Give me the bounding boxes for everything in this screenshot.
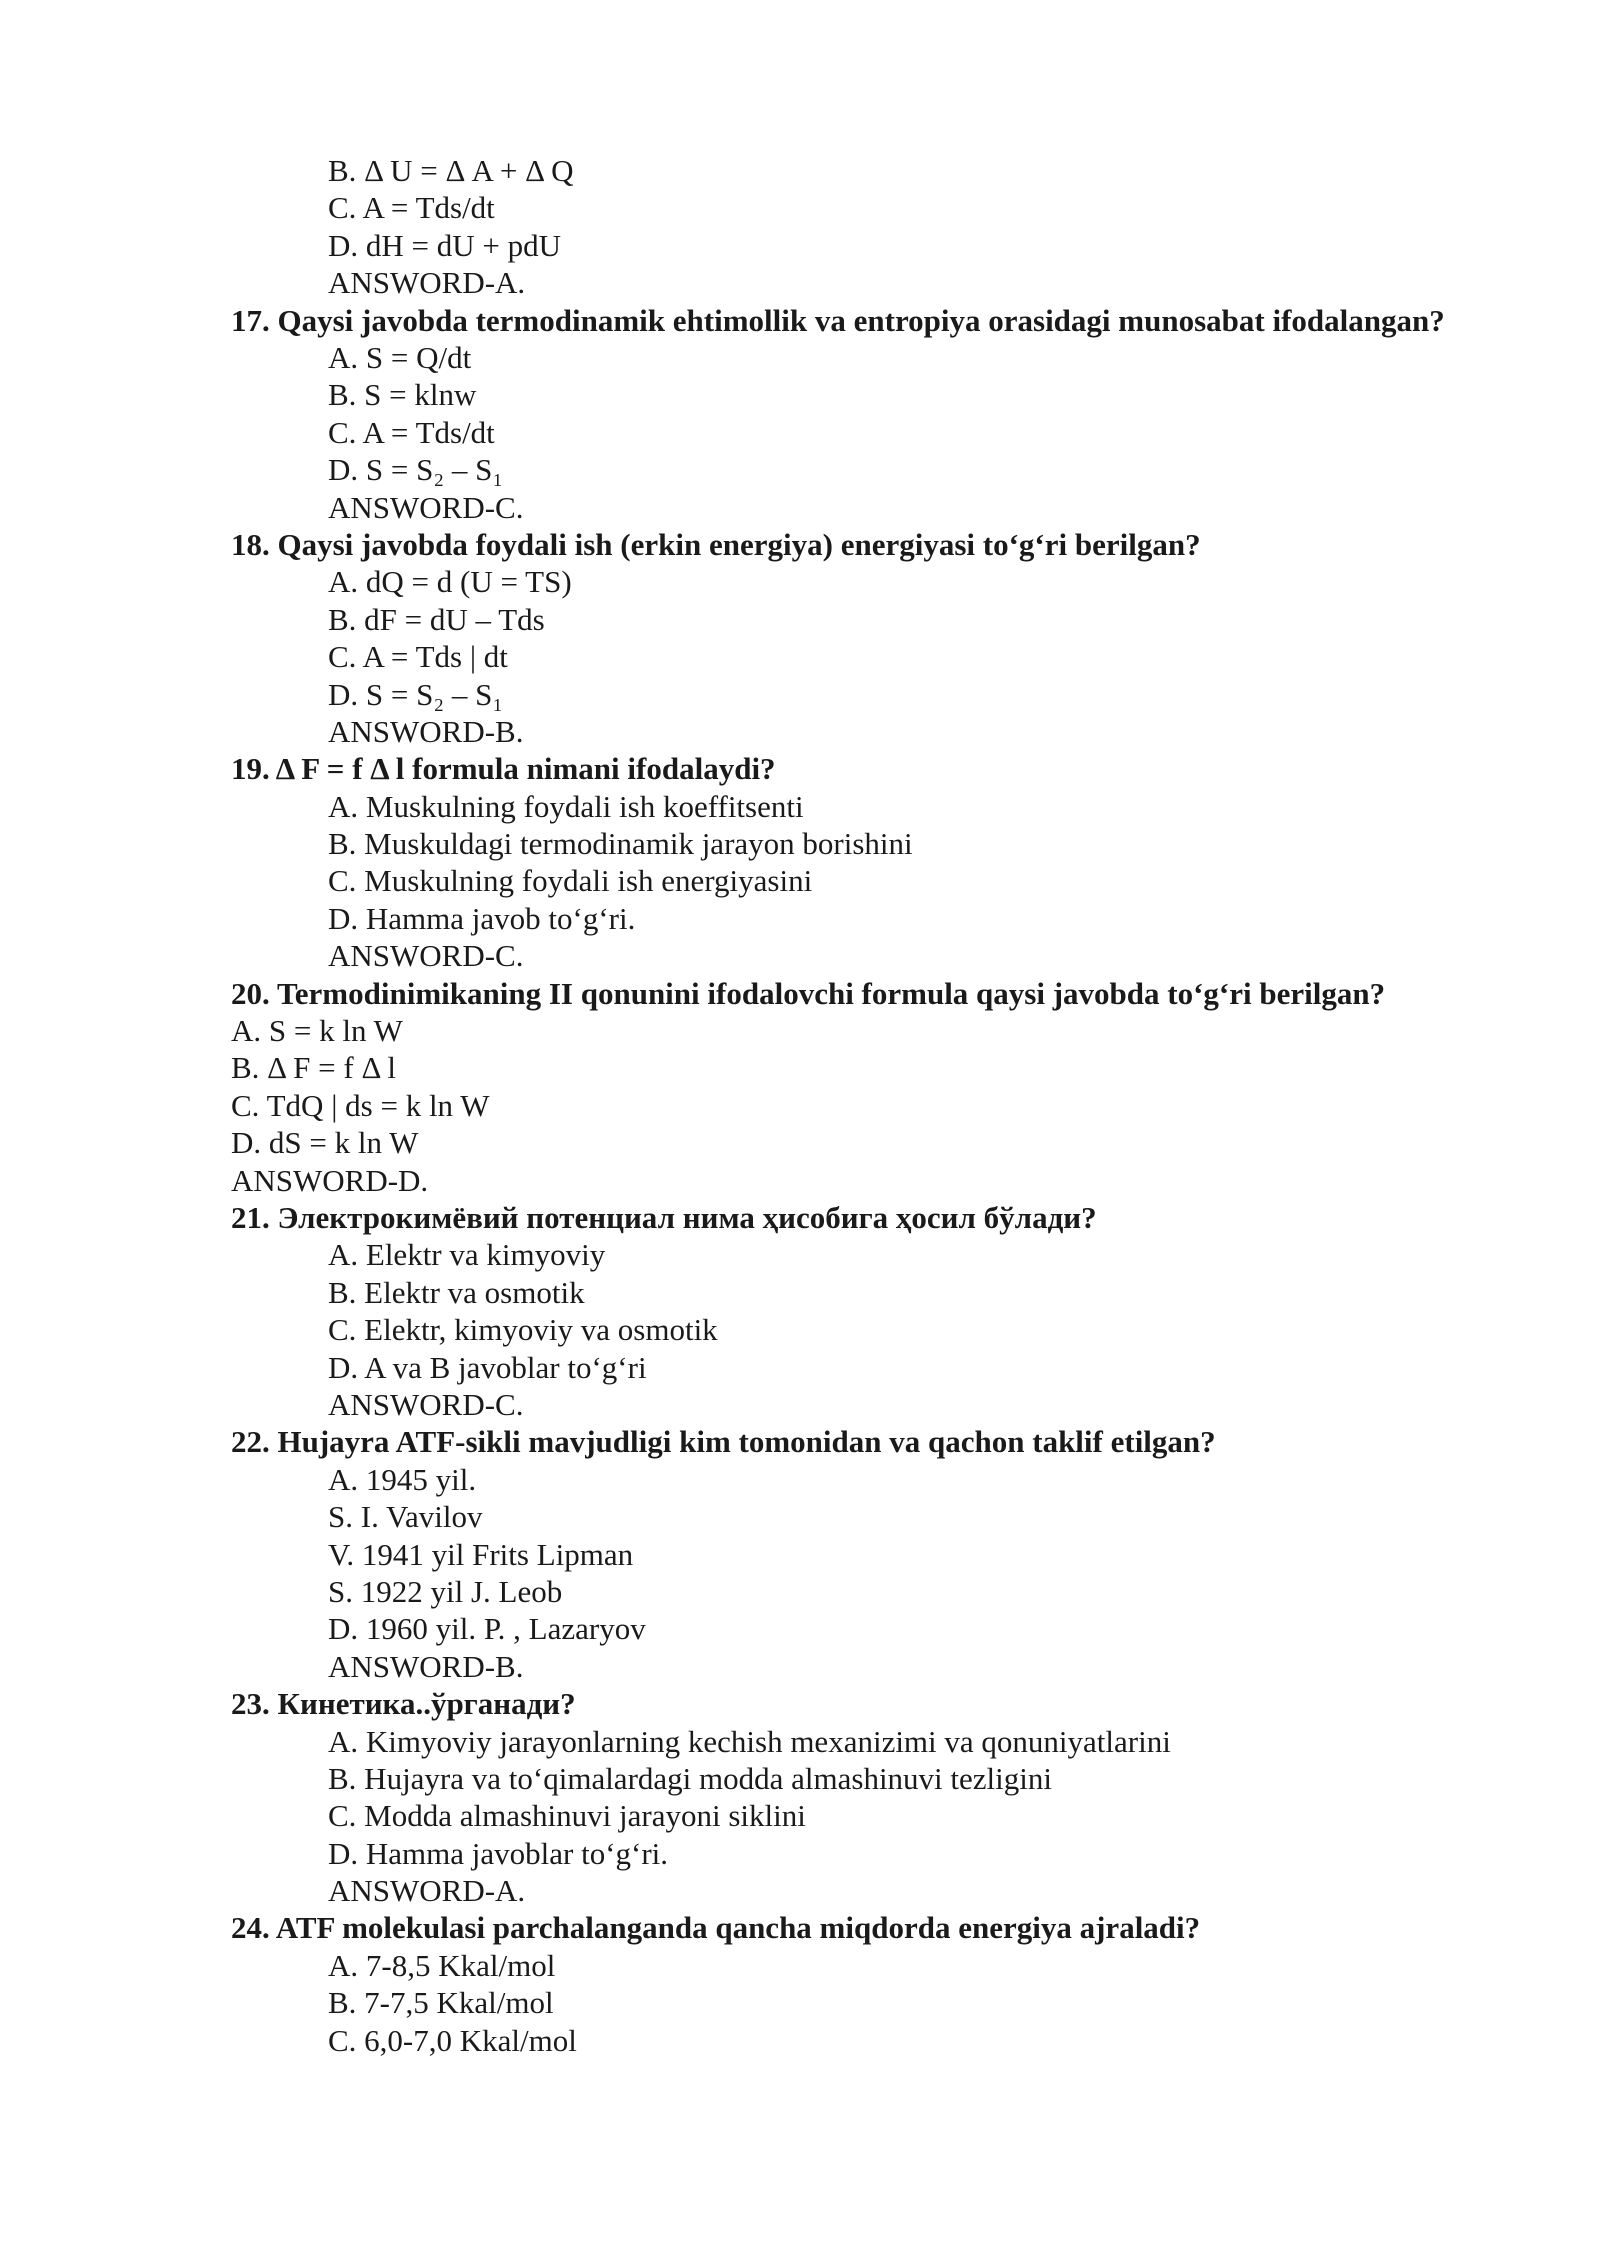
answer-line: ANSWORD-C.	[328, 1386, 524, 1422]
answer-line: ANSWORD-B.	[328, 713, 524, 749]
option-s-2: S. 1922 yil J. Leob	[328, 1573, 563, 1609]
option-b: B. Hujayra va to‘qimalardagi modda almashinuvi tezligini	[328, 1760, 1053, 1796]
answer-line: ANSWORD-A.	[328, 1873, 526, 1909]
question-24	[231, 1909, 1501, 2059]
option-d: D. A va B javoblar to‘g‘ri	[328, 1349, 647, 1385]
option-c: C. Modda almashinuvi jarayoni siklini	[328, 1798, 806, 1834]
question-text: 23. Кинетика..ўрганади?	[231, 1686, 576, 1722]
question-text: 21. Электрокимёвий потенциал нима ҳисобига ҳосил бўлади?	[231, 1200, 1097, 1235]
option-b: B. Muskuldagi termodinamik jarayon borishini	[328, 826, 913, 862]
option-b: B. Δ U = Δ A + Δ Q	[328, 153, 574, 188]
option-a: A. Kimyoviy jarayonlarning kechish mexanizimi va qonuniyatlarini	[328, 1723, 1171, 1759]
option-d: D. Hamma javoblar to‘g‘ri.	[328, 1835, 669, 1871]
option-v: V. 1941 yil Frits Lipman	[328, 1536, 634, 1572]
question-17	[231, 302, 1501, 526]
option-a: A. 7-8,5 Kkal/mol	[328, 1947, 556, 1983]
question-18	[231, 526, 1501, 750]
option-c: C. Muskulning foydali ish energiyasini	[328, 863, 813, 899]
option-s-1: S. I. Vavilov	[328, 1499, 483, 1535]
option-d: D. Hamma javob to‘g‘ri.	[328, 900, 636, 936]
option-c: C. Elektr, kimyoviy va osmotik	[328, 1312, 718, 1348]
answer-line: ANSWORD-A.	[328, 265, 526, 301]
answer-line: ANSWORD-B.	[328, 1648, 524, 1684]
option-d: D. S = S₂ – S₁	[328, 452, 504, 488]
option-a: A. dQ = d (U = TS)	[328, 564, 572, 600]
option-c: C. A = Tds | dt	[328, 639, 508, 675]
question-text: 19. Δ F = f Δ l formula nimani ifodalaydi?	[231, 751, 776, 787]
option-c: C. A = Tds/dt	[328, 190, 495, 226]
option-c: C. 6,0-7,0 Kkal/mol	[328, 2022, 577, 2058]
option-a: A. S = k ln W	[231, 1013, 403, 1049]
question-16-continuation	[231, 152, 1501, 302]
question-text: 22. Hujayra ATF-sikli mavjudligi kim tomonidan va qachon taklif etilgan?	[231, 1424, 1216, 1460]
option-d: D. dH = dU + pdU	[328, 227, 562, 263]
question-text: 20. Termodinimikaning II qonunini ifodalovchi formula qaysi javobda to‘g‘ri berilgan?	[231, 975, 1386, 1011]
option-a: A. 1945 yil.	[328, 1461, 477, 1497]
option-a: A. S = Q/dt	[328, 339, 472, 375]
option-d: D. 1960 yil. P. , Lazaryov	[328, 1611, 646, 1647]
question-22	[231, 1423, 1501, 1685]
option-a: A. Elektr va kimyoviy	[328, 1237, 606, 1273]
option-b: B. S = klnw	[328, 377, 477, 413]
question-21	[231, 1199, 1501, 1423]
option-c: C. A = Tds/dt	[328, 414, 495, 450]
question-text: 18. Qaysi javobda foydali ish (erkin energiya) energiyasi to‘g‘ri berilgan?	[231, 526, 1201, 562]
answer-line: ANSWORD-D.	[231, 1162, 429, 1198]
option-b: B. Elektr va osmotik	[328, 1274, 585, 1310]
question-text: 17. Qaysi javobda termodinamik ehtimollik va entropiya orasidagi munosabat ifodalangan?	[231, 302, 1445, 338]
option-b: B. 7-7,5 Kkal/mol	[328, 1985, 554, 2021]
option-d: D. S = S₂ – S₁	[328, 676, 504, 712]
option-b: B. dF = dU – Tds	[328, 601, 545, 637]
answer-line: ANSWORD-C.	[328, 489, 524, 525]
option-d: D. dS = k ln W	[231, 1125, 419, 1161]
option-b: B. Δ F = f Δ l	[231, 1050, 397, 1086]
answer-line: ANSWORD-C.	[328, 938, 524, 974]
option-a: A. Muskulning foydali ish koeffitsenti	[328, 788, 804, 824]
question-text: 24. ATF molekulasi parchalanganda qancha miqdorda energiya ajraladi?	[231, 1910, 1201, 1946]
question-20	[231, 975, 1501, 1199]
question-19	[231, 750, 1501, 974]
question-23	[231, 1685, 1501, 1909]
option-c: C. TdQ | ds = k ln W	[231, 1087, 490, 1123]
document-body	[231, 152, 1501, 2059]
